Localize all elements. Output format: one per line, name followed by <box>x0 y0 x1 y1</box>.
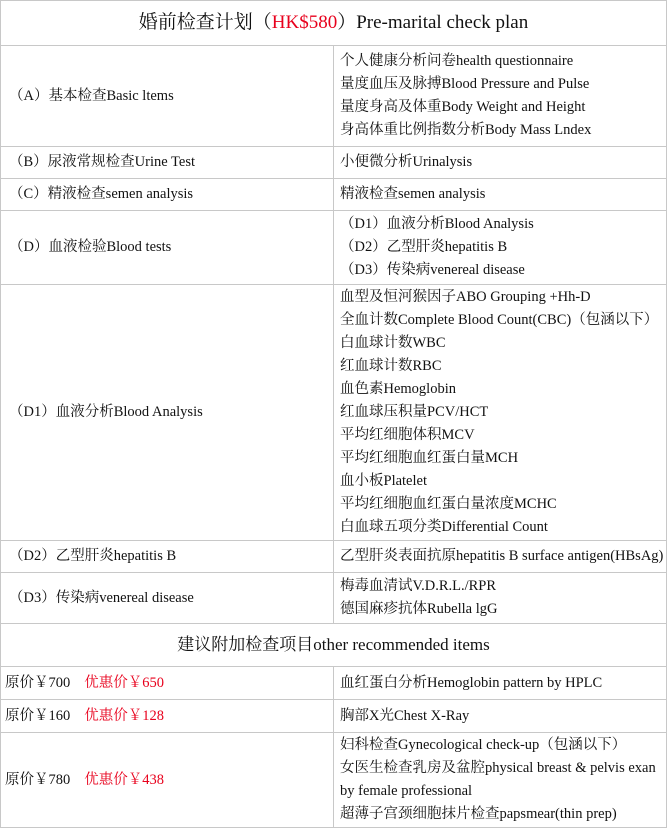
list-item: （D3）传染病venereal disease <box>340 262 525 278</box>
section-row <box>1 624 667 667</box>
row-items <box>334 46 667 147</box>
list-item: 精液检查semen analysis <box>340 186 486 202</box>
list-item: 血型及恒河猴因子ABO Grouping +Hh-D <box>340 289 591 305</box>
list-item: 量度身高及体重Body Weight and Height <box>340 99 586 115</box>
section-title: 建议附加检查项目other recommended items <box>1 624 667 667</box>
list-item: 胸部X光Chest X-Ray <box>340 707 470 724</box>
list-item: 身高体重比例指数分析Body Mass Lndex <box>340 122 592 138</box>
list-item: （D2）乙型肝炎hepatitis B <box>340 239 508 255</box>
list-item: 平均红细胞血红蛋白量MCH <box>340 450 519 466</box>
plan-title-prefix: 婚前检查计划（ <box>138 12 272 33</box>
original-price: 原价￥160 <box>5 707 71 724</box>
plan-title <box>1 1 667 46</box>
table-row <box>1 211 667 285</box>
title-row <box>1 1 667 46</box>
table-row <box>1 147 667 179</box>
table-row <box>1 667 667 700</box>
row-label: （C）精液检查semen analysis <box>1 179 334 211</box>
row-items <box>334 285 667 541</box>
original-price: 原价￥700 <box>5 674 71 691</box>
table-row <box>1 700 667 733</box>
row-items <box>334 541 667 573</box>
list-item: 梅毒血清试V.D.R.L./RPR <box>340 578 497 594</box>
row-items <box>334 573 667 624</box>
table-row <box>1 541 667 573</box>
list-item: 德国麻疹抗体Rubella lgG <box>340 601 498 617</box>
original-price: 原价￥780 <box>5 771 71 788</box>
price-cell <box>1 733 334 828</box>
list-item: 乙型肝炎表面抗原hepatitis B surface antigen(HBsAg) <box>340 548 664 564</box>
price-cell <box>1 700 334 733</box>
row-label: （D1）血液分析Blood Analysis <box>1 285 334 541</box>
list-item: 平均红细胞体积MCV <box>340 427 475 443</box>
row-items <box>334 147 667 179</box>
list-item: 血红蛋白分析Hemoglobin pattern by HPLC <box>340 674 603 691</box>
price-cell <box>1 667 334 700</box>
row-items <box>334 667 667 700</box>
row-items <box>334 179 667 211</box>
list-item: 血小板Platelet <box>340 473 427 489</box>
list-item: 超薄子宫颈细胞抹片检查papsmear(thin prep) <box>340 806 617 822</box>
plan-title-suffix: ）Pre-marital check plan <box>337 12 529 33</box>
row-label: （A）基本检查Basic ltems <box>1 46 334 147</box>
discount-price: 优惠价￥650 <box>84 674 164 691</box>
list-item: 血色素Hemoglobin <box>340 381 456 397</box>
row-label: （D3）传染病venereal disease <box>1 573 334 624</box>
table-row <box>1 285 667 541</box>
list-item: 红血球压积量PCV/HCT <box>340 404 489 420</box>
list-item: 妇科检查Gynecological check-up（包涵以下） <box>340 737 627 753</box>
table-row <box>1 733 667 828</box>
list-item: 个人健康分析问卷health questionnaire <box>340 53 574 69</box>
table-row <box>1 179 667 211</box>
list-item: 白血球五项分类Differential Count <box>340 519 548 535</box>
list-item: 小便微分析Urinalysis <box>340 154 473 170</box>
row-label: （B）尿液常规检查Urine Test <box>1 147 334 179</box>
table-row <box>1 573 667 624</box>
list-item: 白血球计数WBC <box>340 335 446 351</box>
row-items <box>334 211 667 285</box>
list-item: （D1）血液分析Blood Analysis <box>340 216 534 232</box>
row-items <box>334 700 667 733</box>
list-item: 红血球计数RBC <box>340 358 442 374</box>
plan-price: HK$580 <box>271 12 338 33</box>
row-items <box>334 733 667 828</box>
list-item: 女医生检查乳房及盆腔physical breast & pelvis exan by female professional <box>340 760 656 799</box>
row-label: （D）血液检验Blood tests <box>1 211 334 285</box>
list-item: 全血计数Complete Blood Count(CBC)（包涵以下） <box>340 312 659 328</box>
list-item: 平均红细胞血红蛋白量浓度MCHC <box>340 496 557 512</box>
list-item: 量度血压及脉搏Blood Pressure and Pulse <box>340 76 590 92</box>
discount-price: 优惠价￥438 <box>84 771 164 788</box>
row-label: （D2）乙型肝炎hepatitis B <box>1 541 334 573</box>
table-row <box>1 46 667 147</box>
discount-price: 优惠价￥128 <box>84 707 164 724</box>
